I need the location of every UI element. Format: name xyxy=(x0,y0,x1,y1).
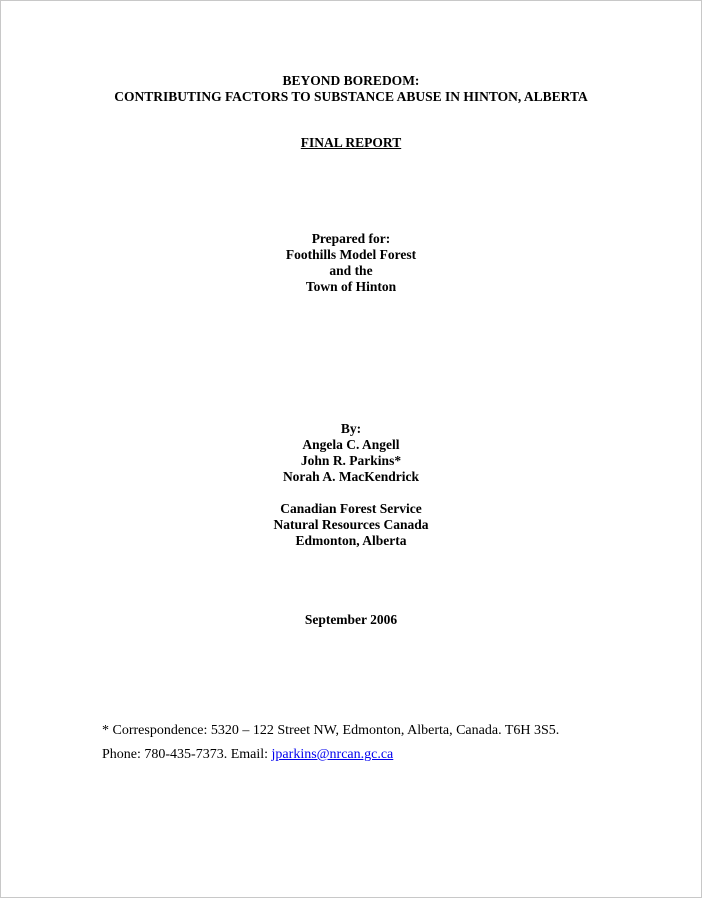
prepared-for-heading: Prepared for: xyxy=(311,231,391,246)
contact-footnote xyxy=(102,746,393,764)
report-label: FINAL REPORT xyxy=(300,135,402,150)
title-line-1: BEYOND BOREDOM: xyxy=(282,73,420,88)
prepared-for-block xyxy=(1,231,701,295)
organization-line: Canadian Forest Service xyxy=(280,501,422,516)
email-link[interactable]: jparkins@nrcan.gc.ca xyxy=(271,747,394,762)
title-block xyxy=(1,73,701,105)
organization-block xyxy=(1,501,701,549)
author-name: John R. Parkins* xyxy=(300,453,402,468)
title-line-2: CONTRIBUTING FACTORS TO SUBSTANCE ABUSE IN HINTON, ALBERTA xyxy=(114,89,588,104)
prepared-for-line: and the xyxy=(329,263,373,278)
organization-line: Natural Resources Canada xyxy=(273,517,429,532)
report-date: September 2006 xyxy=(304,612,398,627)
correspondence-footnote: * Correspondence: 5320 – 122 Street NW, Edmonton, Alberta, Canada. T6H 3S5. xyxy=(102,723,560,738)
prepared-for-line: Foothills Model Forest xyxy=(285,247,417,262)
author-name: Norah A. MacKendrick xyxy=(282,469,420,484)
authors-block xyxy=(1,421,701,485)
phone-text: Phone: 780-435-7373. Email: xyxy=(102,747,272,762)
prepared-for-line: Town of Hinton xyxy=(305,279,397,294)
organization-line: Edmonton, Alberta xyxy=(295,533,407,548)
authors-heading: By: xyxy=(340,421,362,436)
author-name: Angela C. Angell xyxy=(302,437,400,452)
